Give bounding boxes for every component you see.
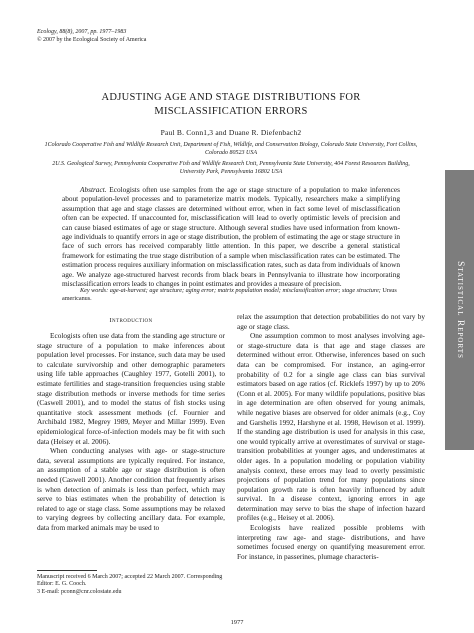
sidebar-label: Statistical Reports [454, 261, 465, 359]
title-line-1: ADJUSTING AGE AND STAGE DISTRIBUTIONS FOR [101, 92, 361, 103]
page-number: 1977 [230, 619, 244, 626]
keywords [62, 287, 400, 303]
affiliation-2: 2U.S. Geological Survey, Pennsylvania Cooperative Fish and Wildlife Research Unit, Pennsylvania State University, 404 Forest Resources Building, University Park, Pennsylvania 16802 USA [52, 161, 410, 175]
abstract-label: Abstract. [80, 185, 107, 194]
article-title [40, 91, 422, 119]
footnote-email: 3 E-mail: pconn@cnr.colostate.edu [37, 588, 122, 595]
left-paragraph-2: When conducting analyses with age- or stage-structure data, several assumptions are typically required. For instance, an assumption of a stable age or stage distribution is often needed (Caswell 2001). Another condition that frequently arises is when detection of animals is less than perfect, which may serve to bias estimates when the probability of detection is related to age or stage class. Some assumptions may be relaxed to varying degrees by collecting ancillary data. For example, data from marked animals may be used to [37, 446, 225, 532]
journal-copyright: © 2007 by the Ecological Society of America [37, 36, 147, 43]
author-list: Paul B. Conn1,3 and Duane R. Diefenbach2 [160, 128, 302, 137]
right-paragraph-1: relax the assumption that detection probabilities do not vary by age or stage class. [237, 312, 425, 331]
right-paragraph-3: Ecologists have realized possible problems with interpreting raw age- and stage- distributions, and have sometimes focused energy on quantifying measurement error. For instance, in passerines, plumage characteris- [237, 523, 425, 561]
abstract [62, 185, 400, 288]
keywords-species: Ursus americanus. [62, 287, 397, 302]
title-line-2: MISCLASSIFICATION ERRORS [154, 106, 308, 117]
section-heading: Introduction [109, 317, 153, 324]
abstract-text: Ecologists often use samples from the age or stage structure of a population to make inferences about population-level processes and to parameterize matrix models. Typically, researchers make a simplifying assumption that age and stage classes are determined without error, when in fact some level of misclassification often can be expected. If unaccounted for, misclassification will lead to overly optimistic levels of precision and can cause biased estimates of age or stage structure. Although several studies have used information from known-age individuals to quantify errors in age or stage distribution, the problem of estimating the age or stage structure in face of such errors has received comparably little attention. In this paper, we describe a general statistical framework for estimating the true stage distribution of a sample when misclassification rates can be estimated. The estimation process requires auxiliary information on misclassification rates, such as data from individuals of known age. We analyze age-structured harvest records from black bears in Pennsylvania to illustrate how incorporating misclassification errors leads to changes in point estimates and provides a measure of precision. [62, 185, 400, 289]
keywords-terms: age-at-harvest; age structure; aging error; matrix population model; misclassification error; stage structure; [109, 287, 381, 294]
affiliation-1: 1Colorado Cooperative Fish and Wildlife Research Unit, Department of Fish, Wildlife, and Conservation Biology, Colorado State University, Fort Collins, Colorado 80523 USA [44, 142, 418, 156]
right-paragraph-2: One assumption common to most analyses involving age- or stage-structure data is that age and stage classes are determined without error. Otherwise, inferences based on such data can be compromised. For instance, an aging-error probability of 0.2 for a single age class can bias survival estimators based on age ratios (cf. Ricklefs 1997) by up to 20% (Conn et al. 2005). For many wildlife populations, positive bias in age determination are often observed for young animals, while negative biases are observed for older animals (e.g., Coy and Garshelis 1992, Harshyne et al. 1998, Hewison et al. 1999). If the standing age distribution is used for analysis in this case, one would typically arrive at overestimates of survival or stage-transition probabilities at younger ages, and underestimates at older ages. In a population modeling or population viability analysis context, these errors may lead to overly pessimistic projections of population trend for many populations since population growth rate is often heavily influenced by adult survival. In a disease context, ignoring errors in age determination may serve to bias the shape of infection hazard profiles (e.g., Heisey et al. 2006). [237, 331, 425, 523]
right-column [237, 312, 425, 561]
left-column [37, 331, 225, 532]
footnote-manuscript: Manuscript received 6 March 2007; accepted 22 March 2007. Corresponding Editor: E. G. Cooch. [37, 574, 223, 588]
keywords-label: Key words: [80, 287, 109, 294]
footnotes [37, 574, 237, 596]
section-sidebar-tab [445, 170, 474, 450]
journal-citation: Ecology, 88(8), 2007, pp. 1977–1983 [37, 29, 127, 35]
journal-header [37, 29, 146, 44]
footnote-divider [37, 570, 97, 571]
left-paragraph-1: Ecologists often use data from the standing age structure or stage structure of a population to make inferences about population level processes. For instance, such data may be used to calculate survivorship and other demographic parameters using life table approaches (Caughley 1977, Gotelli 2001), to estimate fertilities and stage-transition frequencies using stable stage distribution methods or inverse methods for time series (Caswell 2001), and to model the status of fish stocks using quantitative stock assessment methods (cf. Fournier and Archibald 1982, Megrey 1989, Meyer and Millar 1999). Even epidemiological force-of-infection models may be fit with such data (Heisey et al. 2006). [37, 331, 225, 446]
